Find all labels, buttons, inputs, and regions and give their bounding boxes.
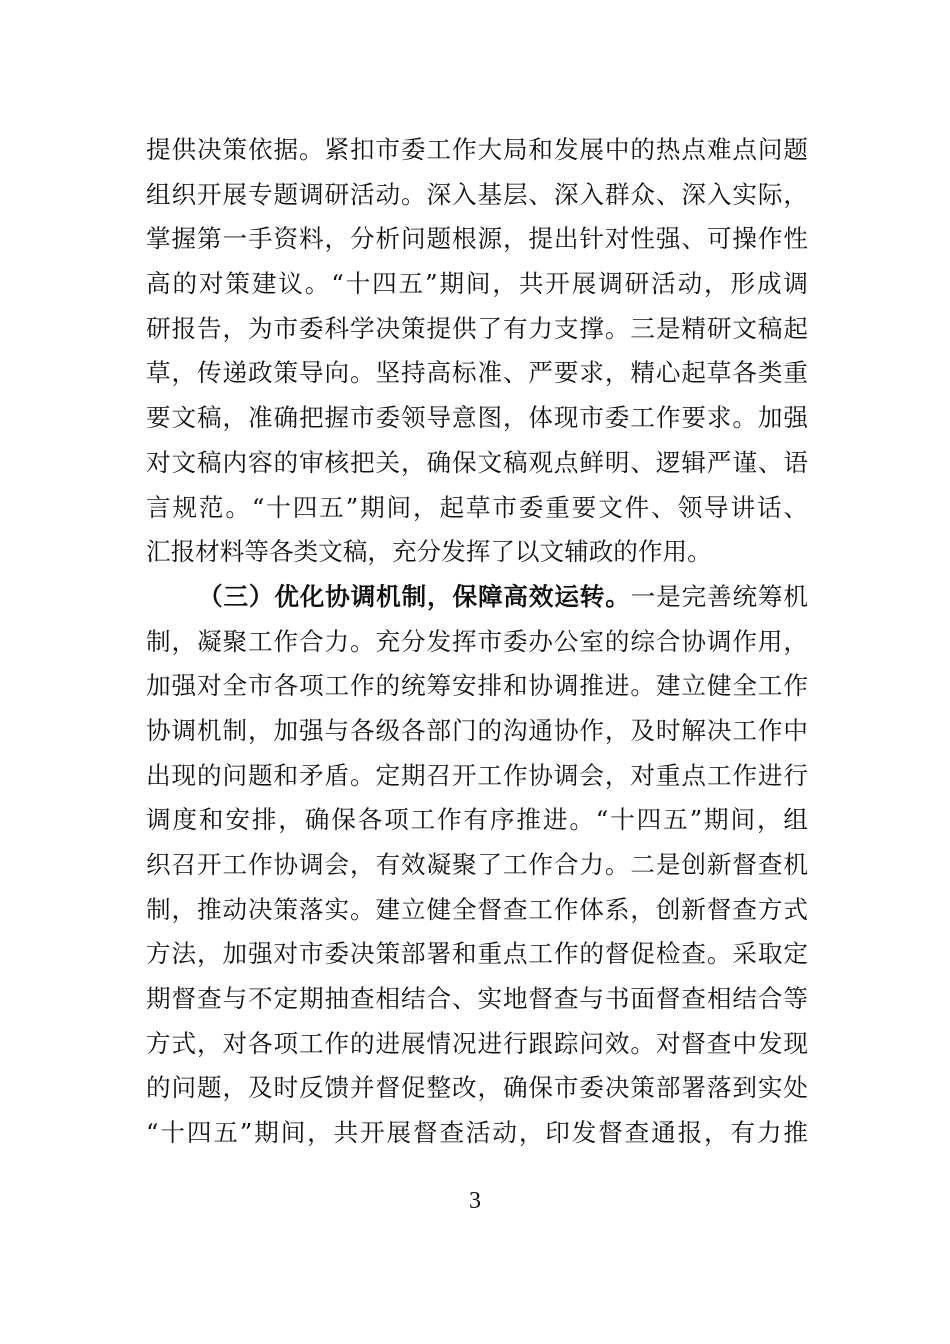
text-line: 组织开展专题调研活动。深入基层、深入群众、深入实际， [146, 179, 808, 209]
page-number: 3 [469, 1188, 481, 1214]
text-line: 期督查与不定期抽查相结合、实地督查与书面督查相结合等 [146, 984, 808, 1014]
text-line: 高的对策建议。“十四五”期间，共开展调研活动，形成调 [146, 269, 808, 299]
body-text [146, 128, 808, 1156]
text-line: 协调机制，加强与各级各部门的沟通协作，及时解决工作中 [146, 715, 808, 745]
text-line: 研报告，为市委科学决策提供了有力支撑。三是精研文稿起 [146, 313, 808, 343]
text-line: 方式，对各项工作的进展情况进行跟踪问效。对督查中发现 [146, 1028, 808, 1058]
text-line: 要文稿，准确把握市委领导意图，体现市委工作要求。加强 [146, 403, 808, 433]
text-line: 织召开工作协调会，有效凝聚了工作合力。二是创新督查机 [146, 850, 808, 879]
text-line: 方法，加强对市委决策部署和重点工作的督促检查。采取定 [146, 939, 808, 969]
text-line: 出现的问题和矛盾。定期召开工作协调会，对重点工作进行 [146, 760, 808, 790]
text-line: 汇报材料等各类文稿，充分发挥了以文辅政的作用。 [146, 537, 712, 567]
text-line: 提供决策依据。紧扣市委工作大局和发展中的热点难点问题 [146, 135, 808, 164]
text-line: 加强对全市各项工作的统筹安排和协调推进。建立健全工作 [146, 671, 808, 701]
section-first-line [146, 575, 808, 620]
text-line: 制，凝聚工作合力。充分发挥市委办公室的综合协调作用， [146, 626, 808, 656]
section-first-line-text: 一是完善统筹机 [630, 581, 808, 611]
text-line: 对文稿内容的审核把关，确保文稿观点鲜明、逻辑严谨、语 [146, 447, 808, 477]
text-line: “十四五”期间，共开展督查活动，印发督查通报，有力推 [146, 1118, 808, 1148]
text-line: 言规范。“十四五”期间，起草市委重要文件、领导讲话、 [146, 492, 808, 522]
text-line: 的问题，及时反馈并督促整改，确保市委决策部署落到实处 [146, 1073, 808, 1103]
text-line: 制，推动决策落实。建立健全督查工作体系，创新督查方式 [146, 894, 808, 924]
section-heading: （三）优化协调机制，保障高效运转。 [198, 581, 631, 611]
text-line: 调度和安排，确保各项工作有序推进。“十四五”期间，组 [146, 805, 808, 835]
text-line: 草，传递政策导向。坚持高标准、严要求，精心起草各类重 [146, 358, 808, 388]
text-line: 掌握第一手资料，分析问题根源，提出针对性强、可操作性 [146, 224, 808, 254]
